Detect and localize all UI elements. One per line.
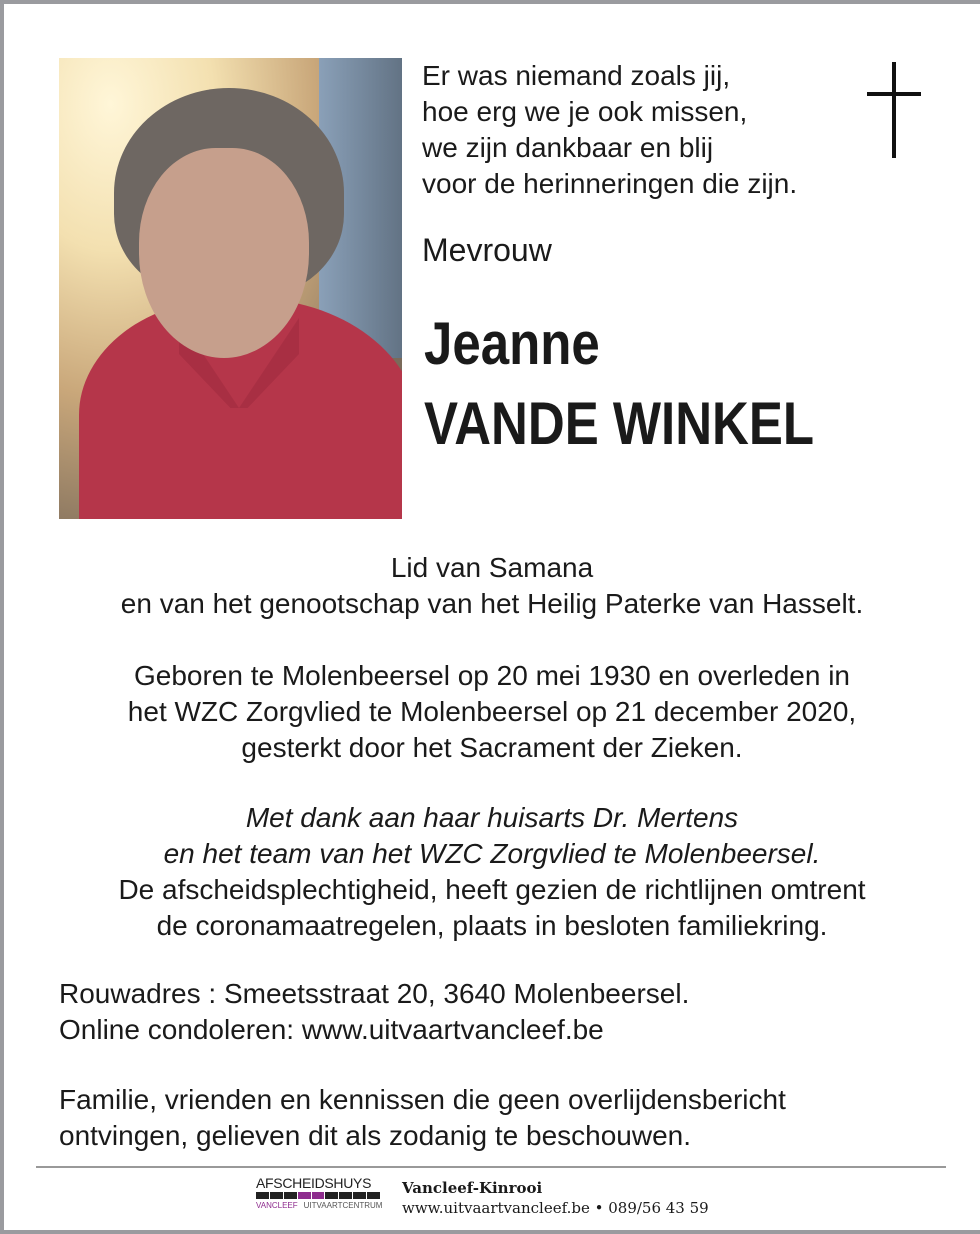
poem [422,58,797,202]
text-line: de coronamaatregelen, plaats in besloten familiekring. [156,910,828,941]
condolence-link[interactable]: Online condoleren: www.uitvaartvancleef.be [59,1014,604,1045]
funeral-home-contact: www.uitvaartvancleef.be • 089/56 43 59 [402,1199,709,1217]
poem-line: Er was niemand zoals jij, [422,60,731,91]
first-name: Jeanne [424,310,600,377]
honorific: Mevrouw [422,232,552,268]
text-line: Geboren te Molenbeersel op 20 mei 1930 en overleden in [133,660,851,691]
text-line: De afscheidsplechtigheid, heeft gezien de richtlijnen omtrent [118,874,866,905]
divider [36,1166,946,1168]
logo-word: AFSCHEIDSHUYS [256,1175,372,1191]
text-line: Lid van Samana [390,552,594,583]
text-line: gesterkt door het Sacrament der Zieken. [241,732,743,763]
membership [4,550,980,622]
address [59,976,689,1048]
funeral-home-name: Vancleef-Kinrooi [402,1179,543,1197]
text-line: Met dank aan haar huisarts Dr. Mertens [245,802,739,833]
last-name: VANDE WINKEL [424,390,815,457]
life-details [4,658,980,766]
logo-sub: VANCLEEF [256,1201,298,1210]
text-line: Rouwadres : Smeetsstraat 20, 3640 Molenbeersel. [59,978,690,1009]
thanks [4,800,980,944]
text-line: en van het genootschap van het Heilig Paterke van Hasselt. [120,588,864,619]
funeral-home-logo [256,1175,383,1210]
logo-sub: UITVAARTCENTRUM [303,1201,383,1210]
deceased-name [424,304,814,464]
text-line: ontvingen, gelieven dit als zodanig te beschouwen. [59,1120,691,1151]
poem-line: voor de herinneringen die zijn. [422,168,798,199]
notice [59,1082,786,1154]
text-line: en het team van het WZC Zorgvlied te Molenbeersel. [163,838,821,869]
poem-line: hoe erg we je ook missen, [422,96,748,127]
poem-line: we zijn dankbaar en blij [422,132,714,163]
text-line: het WZC Zorgvlied te Molenbeersel op 21 december 2020, [127,696,857,727]
obituary-card [4,4,980,1230]
portrait-photo [59,58,402,519]
cross-icon [867,62,921,158]
funeral-home-info [402,1178,709,1218]
text-line: Familie, vrienden en kennissen die geen overlijdensbericht [59,1084,786,1115]
